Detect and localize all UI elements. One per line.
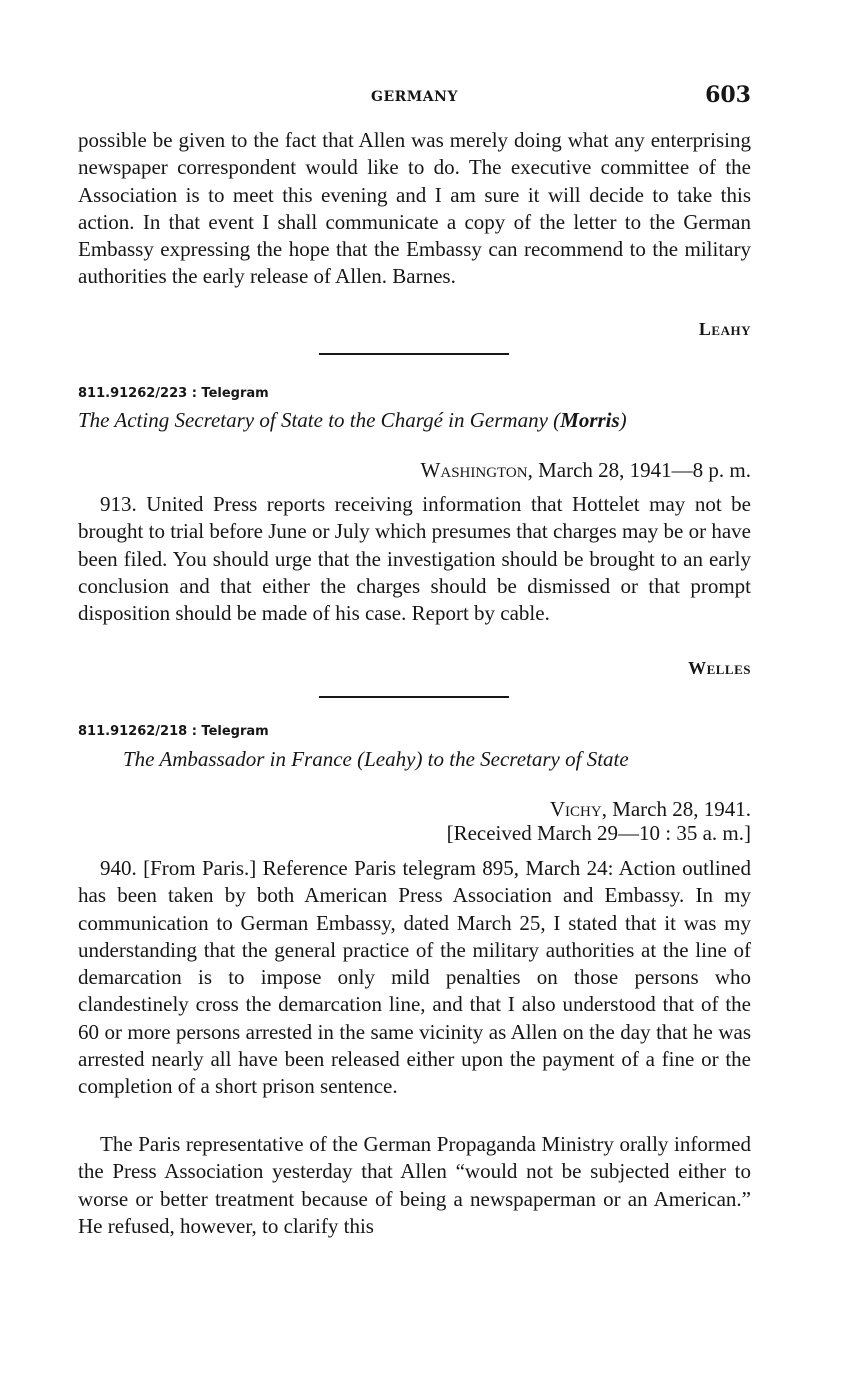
section-divider (319, 353, 509, 355)
telegram-body: 940. [From Paris.] Reference Paris telegram 895, March 24: Action outlined has been taken by both American Press Association and Embassy. In my communication to German Embassy, dated March 25, I stated that it was my understanding that the general practice of the military authorities at the line of demarcation is to impose only mild penalties on those persons who clandestinely cross the demarcation line, and that I also understood that of the 60 or more persons arrested in the same vicinity as Allen on the day that he was arrested nearly all have been released either upon the payment of a fine or the completion of a short prison sentence. (78, 856, 751, 1099)
running-head (78, 82, 751, 112)
signature-welles: Welles (688, 658, 751, 678)
file-number: 811.91262/218 : Telegram (78, 724, 269, 739)
document-page (78, 0, 751, 1379)
telegram-body: 913. United Press reports receiving information that Hottelet may not be brought to trial before June or July which presumes that charges may be or have been filed. You should urge that the investigation should be brought to an early conclusion and that either the charges should be dismissed or that prompt disposition should be made of his case. Report by cable. (78, 492, 751, 626)
document-title: The Acting Secretary of State to the Chargé in Germany (Morris) (78, 408, 627, 432)
page-number: 603 (705, 82, 751, 108)
continuation-paragraph: possible be given to the fact that Allen was merely doing what any enterprising newspaper correspondent would like to do. The executive committee of the Association is to meet this evening and I am sure it will decide to take this action. In that event I shall communicate a copy of the letter to the German Embassy expressing the hope that the Embassy can recommend to the military authorities the early release of Allen. Barnes. (78, 128, 751, 289)
document-title: The Ambassador in France (Leahy) to the Secretary of State (123, 747, 629, 771)
running-head-title: GERMANY (371, 89, 458, 105)
dateline: Vichy, March 28, 1941. (549, 797, 751, 821)
file-number: 811.91262/223 : Telegram (78, 386, 269, 401)
section-divider (319, 696, 509, 698)
received-note: [Received March 29—10 : 35 a. m.] (446, 821, 751, 845)
telegram-body: The Paris representative of the German Propaganda Ministry orally informed the Press Association yesterday that Allen “would not be subjected either to worse or better treatment because of being a newspaperman or an American.” He refused, however, to clarify this (78, 1132, 751, 1238)
dateline: Washington, March 28, 1941—8 p. m. (420, 458, 751, 482)
signature-leahy: Leahy (698, 319, 751, 339)
